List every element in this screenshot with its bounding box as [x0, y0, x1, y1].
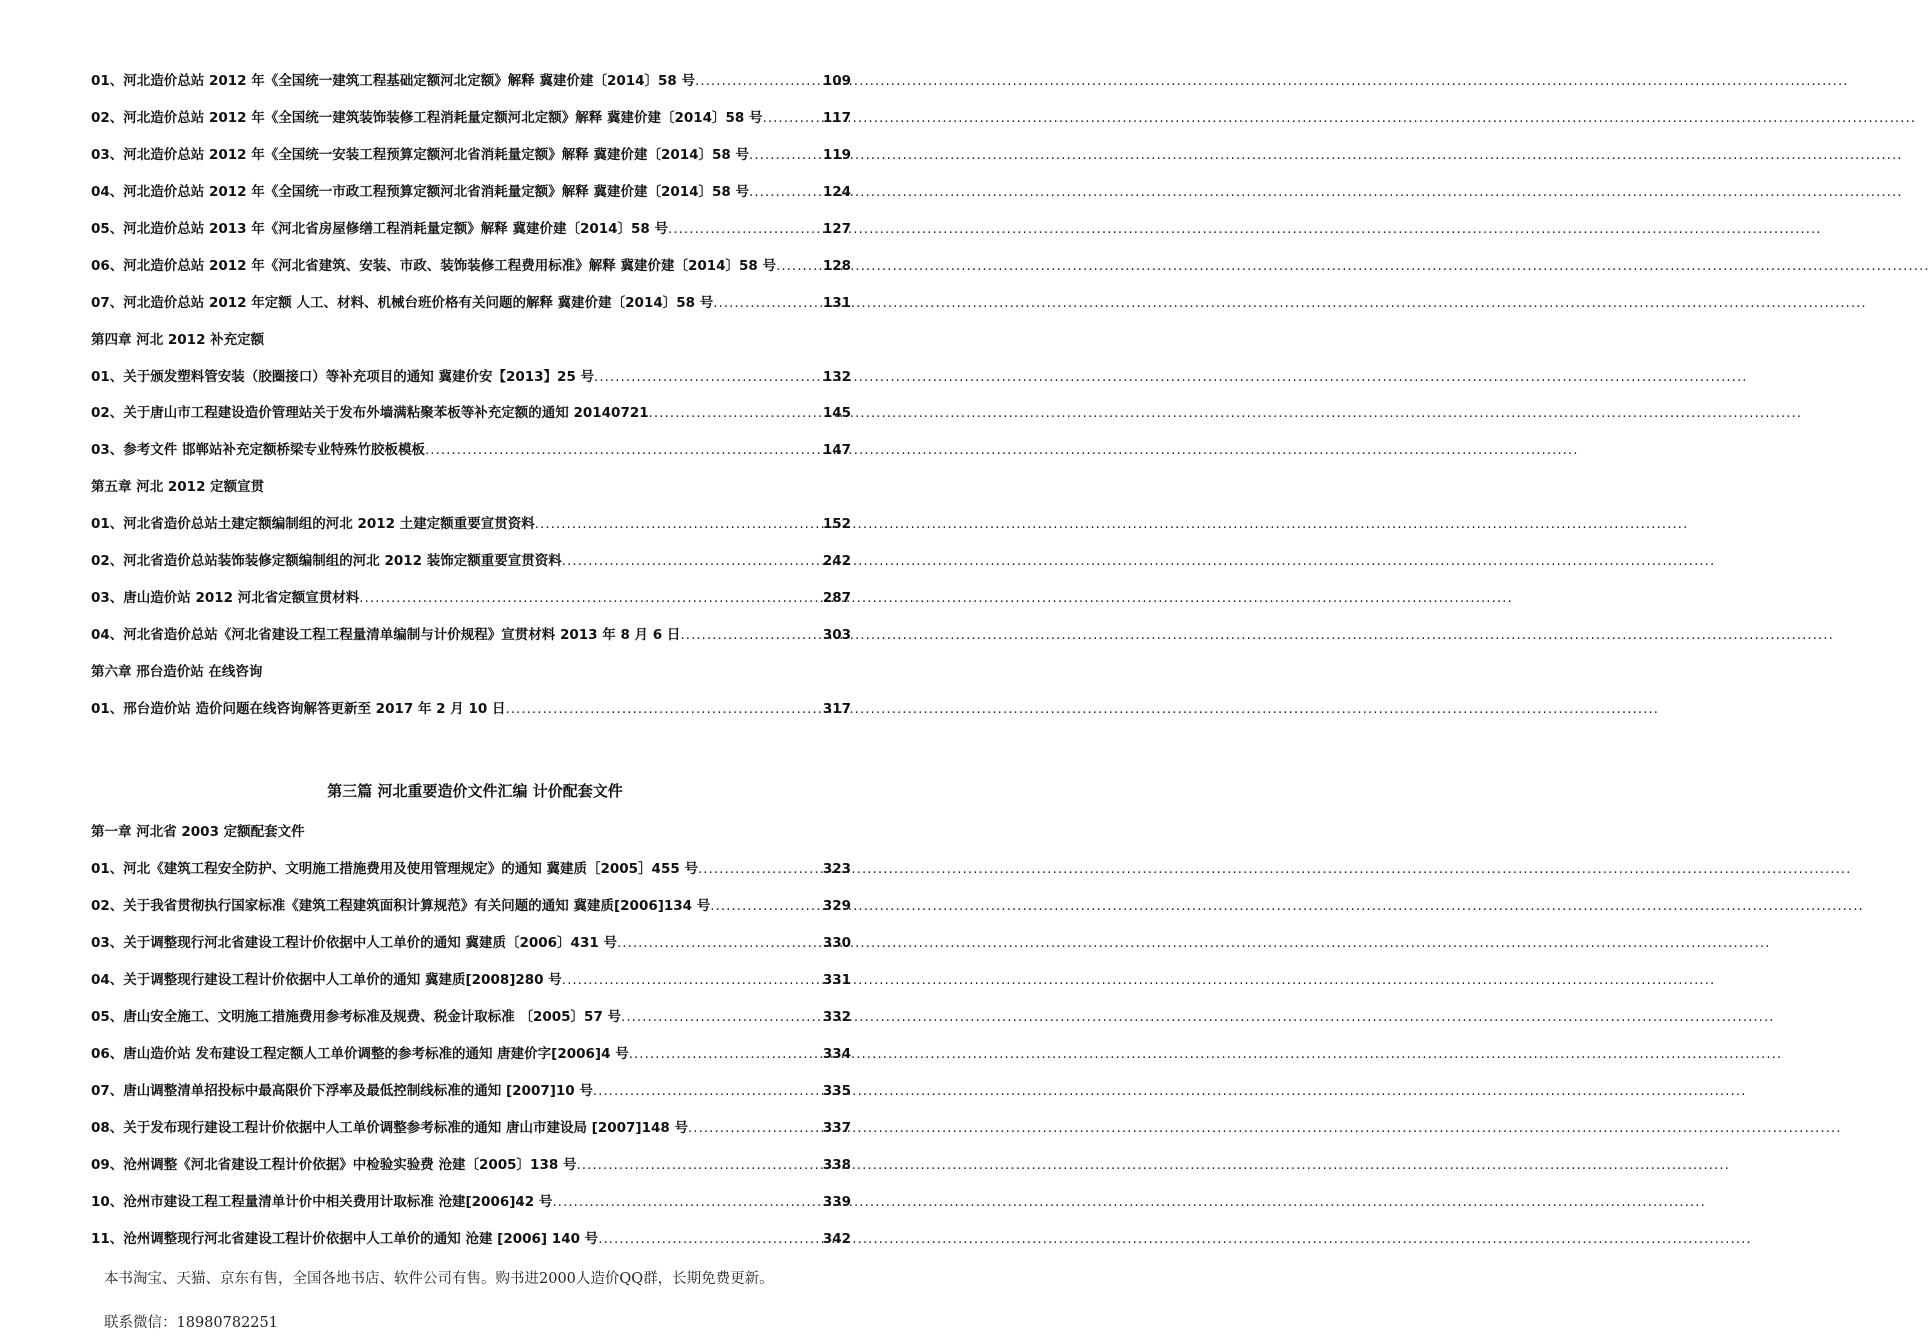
- toc-entry-page: 323: [822, 861, 851, 877]
- chapter-heading: 第六章 邢台造价站 在线咨询: [91, 664, 263, 680]
- toc-entry-page: 342: [822, 1231, 851, 1247]
- toc-entry-page: 117: [822, 110, 851, 126]
- toc-entry-page: 127: [822, 221, 851, 237]
- toc-leader-dots: [710, 895, 821, 917]
- toc-entry-page: 331: [822, 972, 851, 988]
- toc-entry-title: 04、河北省造价总站《河北省建设工程工程量清单编制与计价规程》宣贯材料 2013 年 8 月 6 日: [91, 627, 681, 643]
- toc-entry-page: 329: [822, 898, 851, 914]
- toc-entry-page: 152: [822, 516, 851, 532]
- toc-leader-dots: [698, 858, 821, 880]
- toc-entry[interactable]: [91, 698, 851, 720]
- toc-entry-title: 01、河北《建筑工程安全防护、文明施工措施费用及使用管理规定》的通知 冀建质［2005］455 号: [91, 861, 698, 877]
- toc-leader-dots: [668, 218, 821, 240]
- toc-entry-title: 07、唐山调整清单招投标中最高限价下浮率及最低控制线标准的通知 [2007]10 号: [91, 1083, 593, 1099]
- toc-entry-title: 03、关于调整现行河北省建设工程计价依据中人工单价的通知 冀建质〔2006〕431 号: [91, 935, 617, 951]
- toc-entry-title: 01、邢台造价站 造价问题在线咨询解答更新至 2017 年 2 月 10 日: [91, 701, 506, 717]
- toc-entry[interactable]: [91, 1191, 851, 1213]
- footer-notice: 本书淘宝、天猫、京东有售，全国各地书店、软件公司有售。购书进2000人造价QQ群，长期免费更新。: [104, 1271, 774, 1287]
- toc-leader-dots: [617, 932, 821, 954]
- toc-entry[interactable]: [91, 895, 851, 917]
- toc-entry-page: 131: [822, 295, 851, 311]
- toc-entry-page: 119: [822, 147, 851, 163]
- toc-entry[interactable]: [91, 1117, 851, 1139]
- toc-entry[interactable]: [91, 107, 851, 129]
- toc-entry[interactable]: [91, 1228, 851, 1250]
- toc-entry-title: 11、沧州调整现行河北省建设工程计价依据中人工单价的通知 沧建 [2006] 140 号: [91, 1231, 599, 1247]
- toc-leader-dots: [713, 292, 821, 314]
- toc-entry[interactable]: [91, 624, 851, 646]
- toc-entry-title: 09、沧州调整《河北省建设工程计价依据》中检验实验费 沧建〔2005〕138 号: [91, 1157, 577, 1173]
- chapter-heading: 第五章 河北 2012 定额宣贯: [91, 479, 265, 495]
- toc-leader-dots: [535, 513, 821, 535]
- toc-entry[interactable]: [91, 1154, 851, 1176]
- part-title: 第三篇 河北重要造价文件汇编 计价配套文件: [327, 782, 623, 800]
- toc-entry[interactable]: [91, 1080, 851, 1102]
- toc-leader-dots: [763, 107, 821, 129]
- toc-entry[interactable]: [91, 550, 851, 572]
- toc-leader-dots: [749, 144, 821, 166]
- chapter-heading: 第一章 河北省 2003 定额配套文件: [91, 824, 305, 840]
- toc-entry[interactable]: [91, 513, 851, 535]
- toc-entry-title: 02、关于唐山市工程建设造价管理站关于发布外墙满粘聚苯板等补充定额的通知 20140721: [91, 405, 649, 421]
- toc-entry-title: 04、河北造价总站 2012 年《全国统一市政工程预算定额河北省消耗量定额》解释 冀建价建〔2014〕58 号: [91, 184, 750, 200]
- toc-entry-page: 337: [822, 1120, 851, 1136]
- toc-entry-page: 332: [822, 1009, 851, 1025]
- toc-leader-dots: [749, 181, 821, 203]
- toc-leader-dots: [425, 439, 821, 461]
- toc-leader-dots: [649, 402, 821, 424]
- toc-entry-page: 335: [822, 1083, 851, 1099]
- toc-entry-title: 10、沧州市建设工程工程量清单计价中相关费用计取标准 沧建[2006]42 号: [91, 1194, 553, 1210]
- toc-leader-dots: [695, 70, 821, 92]
- toc-leader-dots: [594, 366, 821, 388]
- toc-entry[interactable]: [91, 1006, 851, 1028]
- toc-entry[interactable]: [91, 144, 851, 166]
- toc-entry[interactable]: [91, 218, 851, 240]
- toc-entry[interactable]: [91, 181, 851, 203]
- toc-entry[interactable]: [91, 587, 851, 609]
- toc-entry-page: 109: [822, 73, 851, 89]
- toc-entry-title: 02、关于我省贯彻执行国家标准《建筑工程建筑面积计算规范》有关问题的通知 冀建质[2006]134 号: [91, 898, 711, 914]
- toc-entry-page: 128: [822, 258, 851, 274]
- toc-leader-dots: [680, 624, 820, 646]
- toc-entry-title: 05、河北造价总站 2013 年《河北省房屋修缮工程消耗量定额》解释 冀建价建〔2014〕58 号: [91, 221, 669, 237]
- toc-entry-page: 242: [822, 553, 851, 569]
- toc-entry[interactable]: [91, 402, 851, 424]
- toc-entry-title: 02、河北省造价总站装饰装修定额编制组的河北 2012 装饰定额重要宣贯资料: [91, 553, 562, 569]
- toc-entry-title: 06、河北造价总站 2012 年《河北省建筑、安装、市政、装饰装修工程费用标准》解释 冀建价建〔2014〕58 号: [91, 258, 777, 274]
- toc-entry-page: 330: [822, 935, 851, 951]
- toc-entry-page: 334: [822, 1046, 851, 1062]
- toc-entry-title: 05、唐山安全施工、文明施工措施费用参考标准及规费、税金计取标准 〔2005〕57 号: [91, 1009, 622, 1025]
- chapter-heading: 第四章 河北 2012 补充定额: [91, 332, 265, 348]
- toc-entry-page: 317: [822, 701, 851, 717]
- toc-leader-dots: [598, 1228, 821, 1250]
- toc-leader-dots: [593, 1080, 821, 1102]
- toc-entry[interactable]: [91, 1043, 851, 1065]
- toc-entry-title: 01、关于颁发塑料管安装（胶圈接口）等补充项目的通知 冀建价安【2013】25 号: [91, 369, 595, 385]
- toc-entry-title: 03、河北造价总站 2012 年《全国统一安装工程预算定额河北省消耗量定额》解释 冀建价建〔2014〕58 号: [91, 147, 750, 163]
- toc-entry[interactable]: [91, 255, 851, 277]
- toc-entry-title: 03、唐山造价站 2012 河北省定额宣贯材料: [91, 590, 360, 606]
- toc-leader-dots: [576, 1154, 820, 1176]
- toc-entry-title: 01、河北造价总站 2012 年《全国统一建筑工程基础定额河北定额》解释 冀建价建〔2014〕58 号: [91, 73, 696, 89]
- toc-entry[interactable]: [91, 969, 851, 991]
- toc-entry-title: 08、关于发布现行建设工程计价依据中人工单价调整参考标准的通知 唐山市建设局 [2007]148 号: [91, 1120, 688, 1136]
- toc-entry-page: 145: [822, 405, 851, 421]
- toc-leader-dots: [552, 1191, 820, 1213]
- toc-entry-title: 04、关于调整现行建设工程计价依据中人工单价的通知 冀建质[2008]280 号: [91, 972, 562, 988]
- toc-entry-title: 02、河北造价总站 2012 年《全国统一建筑装饰装修工程消耗量定额河北定额》解释 冀建价建〔2014〕58 号: [91, 110, 763, 126]
- toc-entry-page: 338: [822, 1157, 851, 1173]
- toc-entry[interactable]: [91, 70, 851, 92]
- toc-entry-page: 303: [822, 627, 851, 643]
- toc-leader-dots: [359, 587, 821, 609]
- footer-contact: 联系微信：18980782251: [104, 1315, 278, 1331]
- toc-entry-page: 339: [822, 1194, 851, 1210]
- toc-entry-title: 03、参考文件 邯郸站补充定额桥梁专业特殊竹胶板模板: [91, 442, 425, 458]
- toc-entry[interactable]: [91, 292, 851, 314]
- toc-leader-dots: [621, 1006, 821, 1028]
- toc-entry[interactable]: [91, 858, 851, 880]
- toc-leader-dots: [562, 550, 821, 572]
- toc-entry-page: 132: [822, 369, 851, 385]
- toc-entry-title: 07、河北造价总站 2012 年定额 人工、材料、机械台班价格有关问题的解释 冀建价建〔2014〕58 号: [91, 295, 714, 311]
- toc-leader-dots: [629, 1043, 821, 1065]
- toc-entry[interactable]: [91, 439, 851, 461]
- toc-entry-page: 147: [822, 442, 851, 458]
- toc-entry-title: 01、河北省造价总站土建定额编制组的河北 2012 土建定额重要宣贯资料: [91, 516, 535, 532]
- toc-leader-dots: [776, 255, 821, 277]
- toc-entry-page: 124: [822, 184, 851, 200]
- toc-page: [0, 0, 950, 1344]
- toc-entry-page: 287: [822, 590, 851, 606]
- toc-entry[interactable]: [91, 932, 851, 954]
- toc-leader-dots: [505, 698, 820, 720]
- toc-leader-dots: [562, 969, 821, 991]
- toc-entry-title: 06、唐山造价站 发布建设工程定额人工单价调整的参考标准的通知 唐建价字[2006]4 号: [91, 1046, 629, 1062]
- toc-leader-dots: [688, 1117, 821, 1139]
- toc-entry[interactable]: [91, 366, 851, 388]
